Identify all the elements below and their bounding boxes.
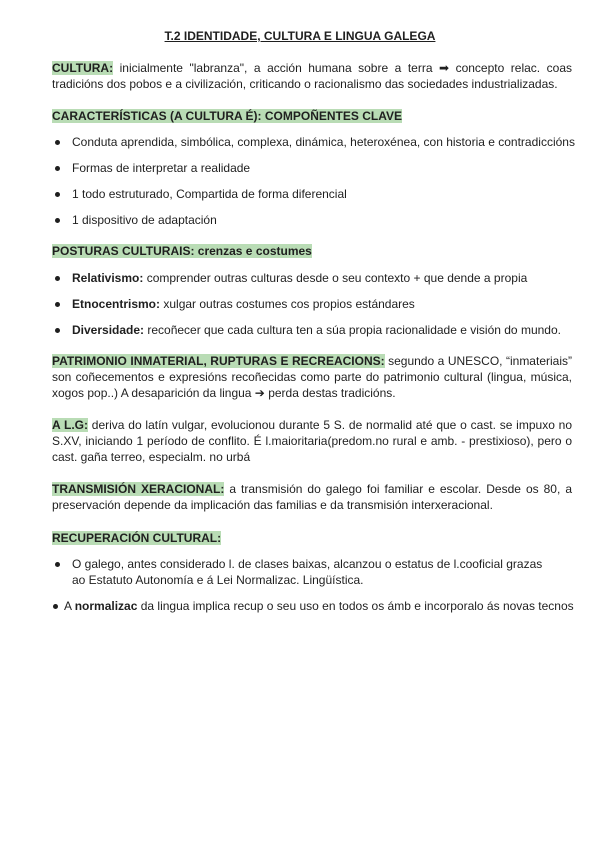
bullet-icon xyxy=(55,192,60,197)
list-item xyxy=(52,160,250,176)
cultura-label: CULTURA: xyxy=(52,61,114,75)
list-item xyxy=(52,186,347,202)
patrimonio-label: PATRIMONIO INMATERIAL, RUPTURAS E RECREACIONS: xyxy=(52,354,385,368)
alg-text: deriva do latín vulgar, evolucionou durante 5 S. de normalid até que o cast. se impuxo no S.XV, iniciando 1 período de conflito. É l.maioritaria(predom.no rural e amb. - prestixioso), pero o cast. gaña terreo, especialm. no urbá xyxy=(52,418,573,464)
list-item xyxy=(52,322,561,338)
posturas-heading: POSTURAS CULTURAIS: crenzas e costumes xyxy=(52,244,312,258)
alg-label: A L.G: xyxy=(52,418,89,432)
transmision-label: TRANSMISIÓN XERACIONAL: xyxy=(52,482,225,496)
list-item xyxy=(52,134,575,150)
list-item-text: 1 dispositivo de adaptación xyxy=(72,213,217,227)
bullet-icon xyxy=(55,562,60,567)
recuperacion-item2-bold: normalizac xyxy=(74,599,138,613)
term-label: Relativismo: xyxy=(72,271,144,285)
transmision-text: a transmisión do galego foi familiar e escolar. Desde os 80, a preservación depende da implicación das familias e da transmisión interxeracional. xyxy=(52,482,573,512)
list-item xyxy=(52,598,597,614)
list-item-text: Formas de interpretar a realidade xyxy=(72,161,251,175)
recuperacion-item1-line1: O galego, antes considerado l. de clases baixas, alcanzou o estatus de l.cooficial grazas xyxy=(72,557,543,571)
bullet-icon xyxy=(55,218,60,223)
caracteristicas-heading: CARACTERÍSTICAS (A CULTURA É): COMPOÑENTES CLAVE xyxy=(52,109,402,123)
bullet-icon xyxy=(53,604,58,609)
list-item-text: 1 todo estruturado, Compartida de forma diferencial xyxy=(72,187,347,201)
bullet-icon xyxy=(55,140,60,145)
term-text: xulgar outras costumes cos propios estándares xyxy=(160,297,415,311)
alg-paragraph xyxy=(52,417,572,465)
list-item-text: Conduta aprendida, simbólica, complexa, dinámica, heteroxénea, con historia e contradiccións xyxy=(72,135,575,149)
term-label: Etnocentrismo: xyxy=(72,297,161,311)
bullet-icon xyxy=(55,276,60,281)
bullet-icon xyxy=(55,302,60,307)
list-item xyxy=(52,270,527,286)
list-item xyxy=(52,556,582,588)
list-item xyxy=(52,296,415,312)
term-label: Diversidade: xyxy=(72,323,145,337)
recuperacion-heading-row xyxy=(52,530,572,546)
term-text: comprender outras culturas desde o seu contexto + que dende a propia xyxy=(143,271,528,285)
cultura-paragraph xyxy=(52,60,572,92)
recuperacion-heading: RECUPERACIÓN CULTURAL: xyxy=(52,531,222,545)
recuperacion-item2-pre: A xyxy=(64,599,75,613)
caracteristicas-heading-row xyxy=(52,108,572,124)
patrimonio-paragraph xyxy=(52,353,572,401)
recuperacion-item2-post: da lingua implica recup o seu uso en todos os ámb e incorporalo ás novas tecnos xyxy=(137,599,574,613)
page-title: T.2 IDENTIDADE, CULTURA E LINGUA GALEGA xyxy=(164,29,436,43)
bullet-icon xyxy=(55,166,60,171)
list-item xyxy=(52,212,217,228)
bullet-icon xyxy=(55,328,60,333)
recuperacion-item1-line2: ao Estatuto Autonomía e á Lei Normalizac. Lingüística. xyxy=(72,573,364,587)
cultura-text: inicialmente "labranza", a acción humana sobre a terra ➡ concepto relac. coas tradicións dos pobos e a civilización, criticando o racionalismo das sociedades industrializadas. xyxy=(52,61,572,91)
term-text: recoñecer que cada cultura ten a súa propia racionalidade e visión do mundo. xyxy=(144,323,561,337)
transmision-paragraph xyxy=(52,481,572,513)
posturas-heading-row xyxy=(52,243,572,259)
patrimonio-text: segundo a UNESCO, “inmateriais” son coñecementos e expresións recoñecidas como parte do patrimonio cultural (lingua, música, xogos pop..) A desaparición da lingua ➔ perda destas tradicións. xyxy=(52,354,572,400)
